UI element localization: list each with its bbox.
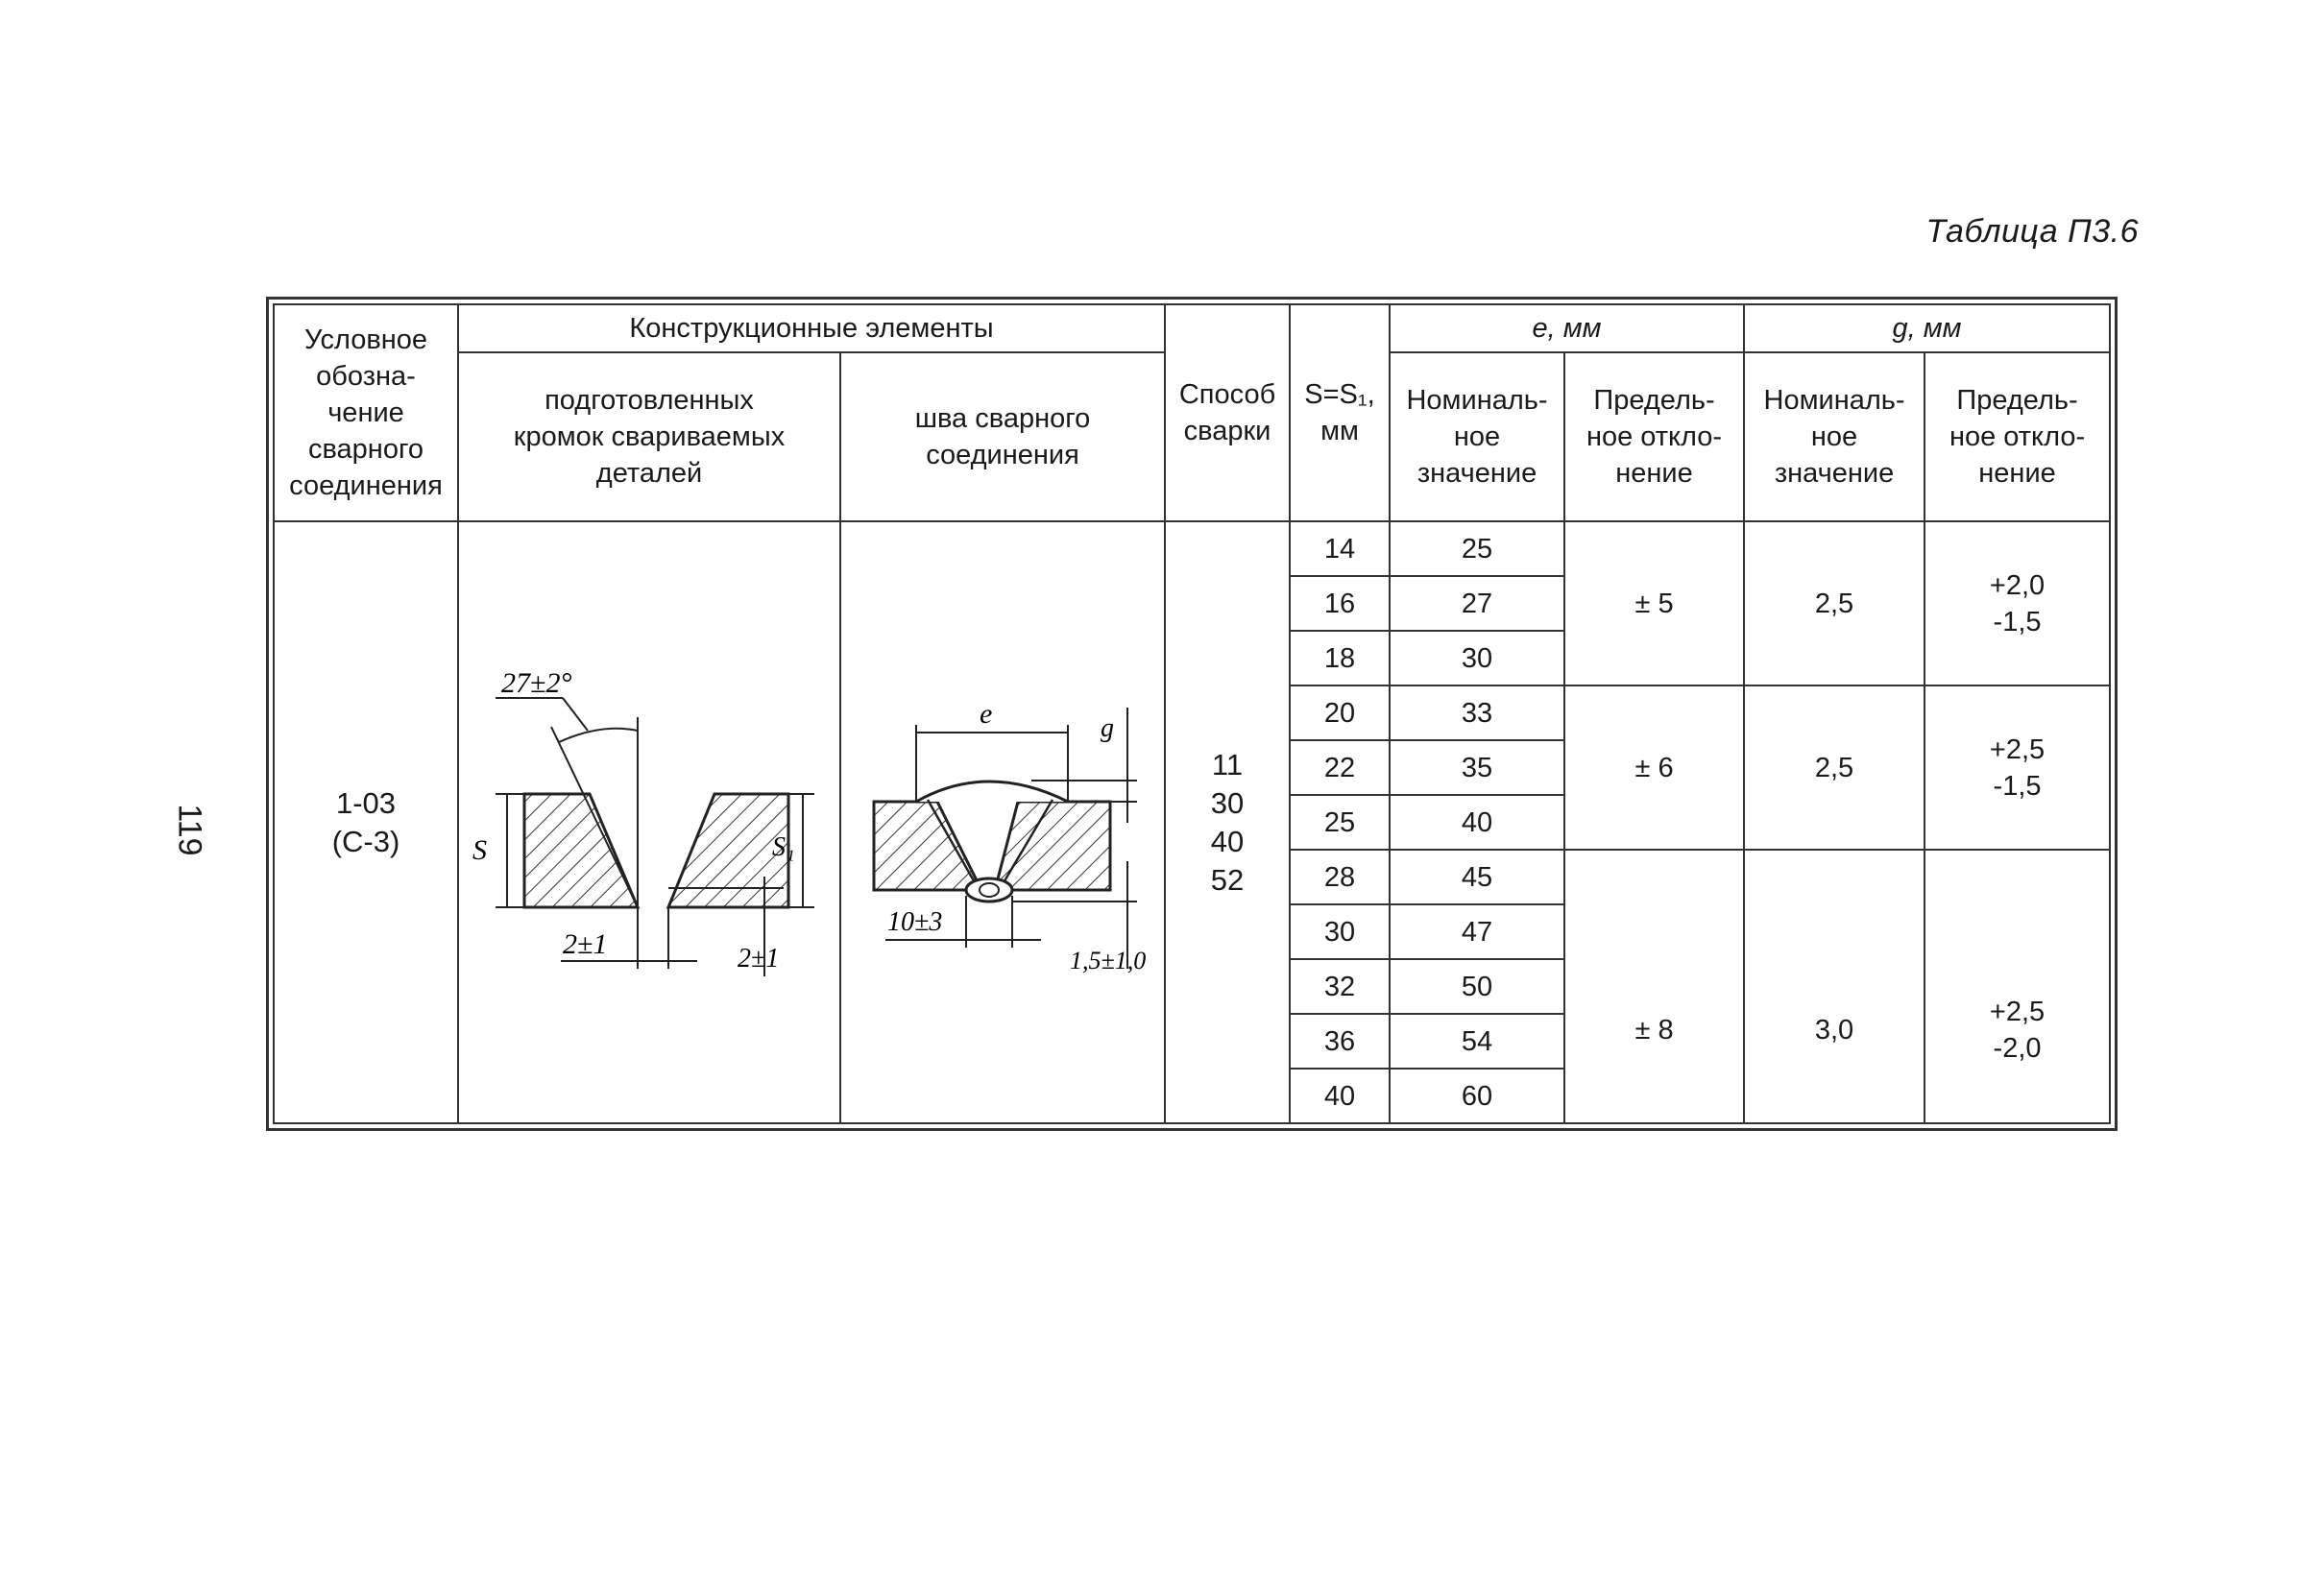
e-nominal-cell: 54 [1390, 1014, 1564, 1069]
s1-label: S₁ [772, 831, 795, 862]
e-nominal-cell: 60 [1390, 1069, 1564, 1123]
welding-methods: 11 30 40 52 [1165, 521, 1290, 1123]
thickness-cell: 18 [1290, 631, 1390, 685]
e-nominal-cell: 25 [1390, 521, 1564, 576]
root-width-label: 10±3 [887, 906, 943, 937]
g-deviation-group-2: +2,5 -1,5 [1925, 685, 2110, 850]
root-label: 2±1 [738, 943, 780, 974]
page-number: 119 [171, 804, 208, 856]
edge-preparation-sketch [458, 521, 840, 1123]
header-thickness: S=S₁, мм [1290, 304, 1390, 521]
table-row [274, 521, 2110, 576]
edge-preparation-drawing [467, 650, 832, 996]
weld-crown [916, 781, 1068, 802]
angle-label: 27±2° [501, 666, 572, 699]
gap-label: 2±1 [563, 927, 608, 960]
thickness-cell: 40 [1290, 1069, 1390, 1123]
joint-designation: 1-03 (С-3) [274, 521, 458, 1123]
header-limit-e: Предель- ное откло- нение [1564, 352, 1744, 521]
thickness-cell: 22 [1290, 740, 1390, 795]
e-nominal-cell: 47 [1390, 904, 1564, 959]
thickness-cell: 28 [1290, 850, 1390, 904]
e-nominal-cell: 50 [1390, 959, 1564, 1014]
g-nominal-group-2: 2,5 [1744, 685, 1925, 850]
e-deviation-group-3: ± 8 [1564, 850, 1744, 1123]
header-welding-method: Способ сварки [1165, 304, 1290, 521]
root-height-label: 1,5±1,0 [1070, 946, 1147, 974]
thickness-cell: 25 [1290, 795, 1390, 850]
g-nominal-group-1: 2,5 [1744, 521, 1925, 685]
e-nominal-cell: 35 [1390, 740, 1564, 795]
header-nominal-g: Номиналь- ное значение [1744, 352, 1925, 521]
thickness-cell: 32 [1290, 959, 1390, 1014]
e-nominal-cell: 30 [1390, 631, 1564, 685]
weld-seam-sketch [840, 521, 1165, 1123]
e-nominal-cell: 40 [1390, 795, 1564, 850]
e-deviation-group-2: ± 6 [1564, 685, 1744, 850]
header-construct-elements: Конструкционные элементы [458, 304, 1165, 352]
g-label: g [1101, 712, 1114, 743]
e-label: e [980, 697, 993, 730]
weld-joint-table [273, 303, 2111, 1124]
header-nominal-e: Номиналь- ное значение [1390, 352, 1564, 521]
header-limit-g: Предель- ное откло- нение [1925, 352, 2110, 521]
e-nominal-cell: 33 [1390, 685, 1564, 740]
weld-seam-drawing [849, 669, 1156, 976]
header-designation: Условное обозна- чение сварного соединения [274, 304, 458, 521]
table-caption: Таблица П3.6 [1925, 213, 2139, 250]
e-nominal-cell: 45 [1390, 850, 1564, 904]
thickness-cell: 30 [1290, 904, 1390, 959]
header-prepared-edges: подготовленных кромок свариваемых деталей [458, 352, 840, 521]
header-e-mm: e, мм [1390, 304, 1744, 352]
e-nominal-cell: 27 [1390, 576, 1564, 631]
thickness-cell: 14 [1290, 521, 1390, 576]
header-g-mm: g, мм [1744, 304, 2110, 352]
g-deviation-group-1: +2,0 -1,5 [1925, 521, 2110, 685]
thickness-cell: 36 [1290, 1014, 1390, 1069]
thickness-cell: 20 [1290, 685, 1390, 740]
left-plate-shape [524, 794, 638, 907]
right-plate-shape [668, 794, 788, 907]
e-deviation-group-1: ± 5 [1564, 521, 1744, 685]
g-nominal-group-3: 3,0 [1744, 850, 1925, 1123]
g-deviation-group-3: +2,5 -2,0 [1925, 850, 2110, 1123]
thickness-cell: 16 [1290, 576, 1390, 631]
header-weld-seam: шва сварного соединения [840, 352, 1165, 521]
s-label: S [472, 833, 487, 866]
